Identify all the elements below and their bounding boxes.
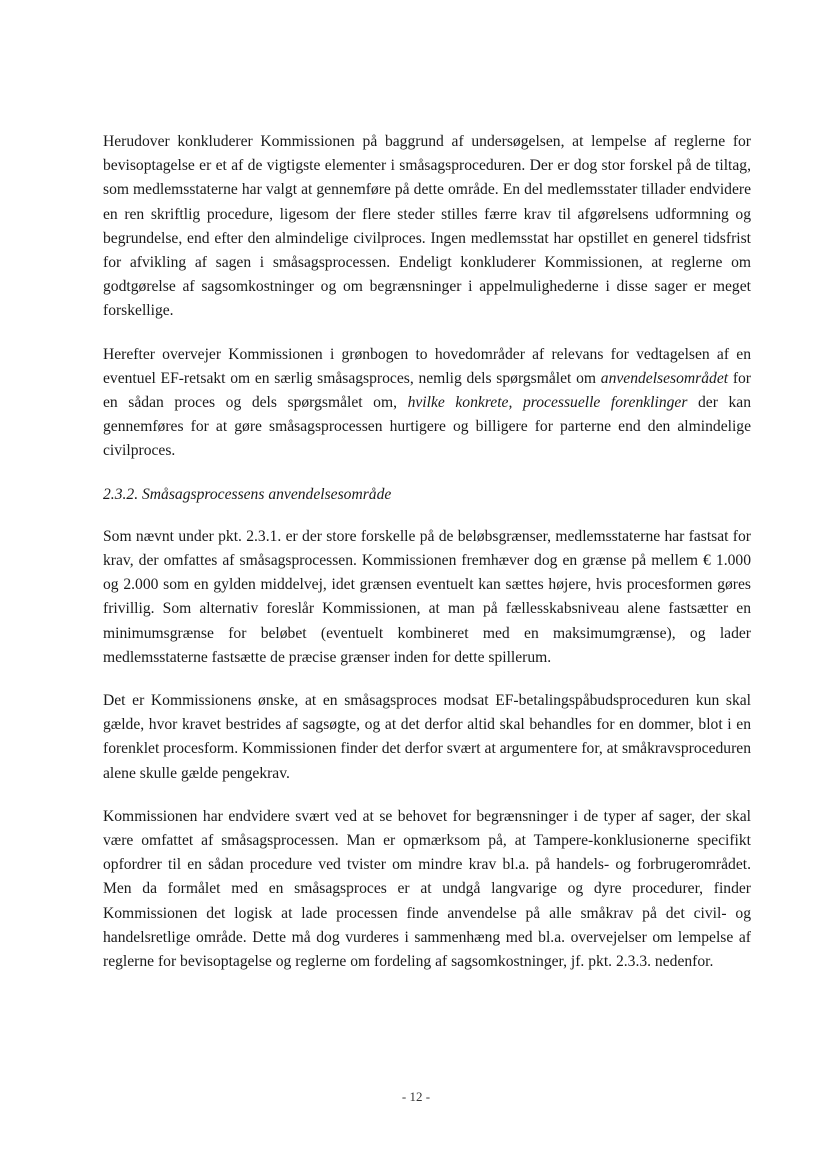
emphasis-scope: anvendelsesområdet <box>600 369 729 387</box>
paragraph-thresholds: Som nævnt under pkt. 2.3.1. er der store forskelle på de beløbsgrænser, medlemsstaterne har fastsat for krav, der omfattes af småsagsprocessen. Kommissionen fremhæver dog en grænse på mellem € 1.000 og 2.000 som en gylden middelvej, idet grænsen eventuelt kan sættes højere, hvis procesformen gøres frivillig. Som alternativ foreslår Kommissionen, at man på fællesskabsniveau alene fastsætter en minimumsgrænse for beløbet (eventuelt kombineret med en maksimumgrænse), og lader medlemsstaterne fastsætte de præcise grænser inden for dette spillerum. <box>103 527 751 666</box>
paragraph-text: for en sådan proces og dels spørgsmålet om, <box>103 369 751 412</box>
paragraph-commission-wish: Det er Kommissionens ønske, at en småsagsproces modsat EF-betalingspåbudsproceduren kun skal gælde, hvor kravet bestrides af sagsøgte, og at det derfor altid skal behandles for en dommer, blot i en forenklet procesform. Kommissionen finder det derfor svært at argumentere for, at småkravsproceduren alene skulle gælde pengekrav. <box>103 692 751 782</box>
emphasis-simplifications: hvilke konkrete, processuelle forenklinger <box>407 394 688 412</box>
page-number: - 12 - <box>401 1089 431 1104</box>
paragraph-conclusions: Herudover konkluderer Kommissionen på baggrund af undersøgelsen, at lempelse af reglerne for bevisoptagelse er et af de vigtigste elementer i småsagsproceduren. Der er dog stor forskel på de tiltag, som medlemsstaterne har valgt at gennemføre på dette område. En del medlemsstater tillader endvidere en ren skriftlig procedure, ligesom der flere steder stilles færre krav til afgørelsens udformning og begrundelse, end efter den almindelige civilproces. Ingen medlemsstat har opstillet en generel tidsfrist for afvikling af sagen i småsagsprocessen. Endeligt konkluderer Kommissionen, at reglerne om godtgørelse af sagsomkostninger og om begrænsninger i appelmulighederne i disse sager er meget forskellige. <box>103 133 751 320</box>
document-body <box>103 130 751 993</box>
paragraph-text: der kan gennemføres for at gøre småsagsprocessen hurtigere og billigere for parterne end den almindelige civilproces. <box>103 394 752 460</box>
paragraph-limitations: Kommissionen har endvidere svært ved at se behovet for begrænsninger i de typer af sager, der skal være omfattet af småsagsprocessen. Man er opmærksom på, at Tampere-konklusionerne specifikt opfordrer til en sådan procedure ved tvister om mindre krav bl.a. på handels- og forbrugerområdet. Men da formålet med en småsagsproces er at undgå langvarige og dyre procedurer, finder Kommissionen det logisk at lade processen finde anvendelse på alle småkrav på det civil- og handelsretlige område. Dette må dog vurderes i sammenhæng med bl.a. overvejelser om lempelse af reglerne for bevisoptagelse og reglerne om fordeling af sagsomkostninger, jf. pkt. 2.3.3. nedenfor. <box>103 807 751 971</box>
paragraph-text: Herefter overvejer Kommissionen i grønbogen to hovedområder af relevans for vedtagelsen af en eventuel EF-retsakt om en særlig småsagsproces, nemlig dels spørgsmålet om <box>103 345 751 387</box>
paragraph-main-areas <box>103 343 751 464</box>
section-heading: 2.3.2. Småsagsprocessens anvendelsesområde <box>103 485 392 503</box>
